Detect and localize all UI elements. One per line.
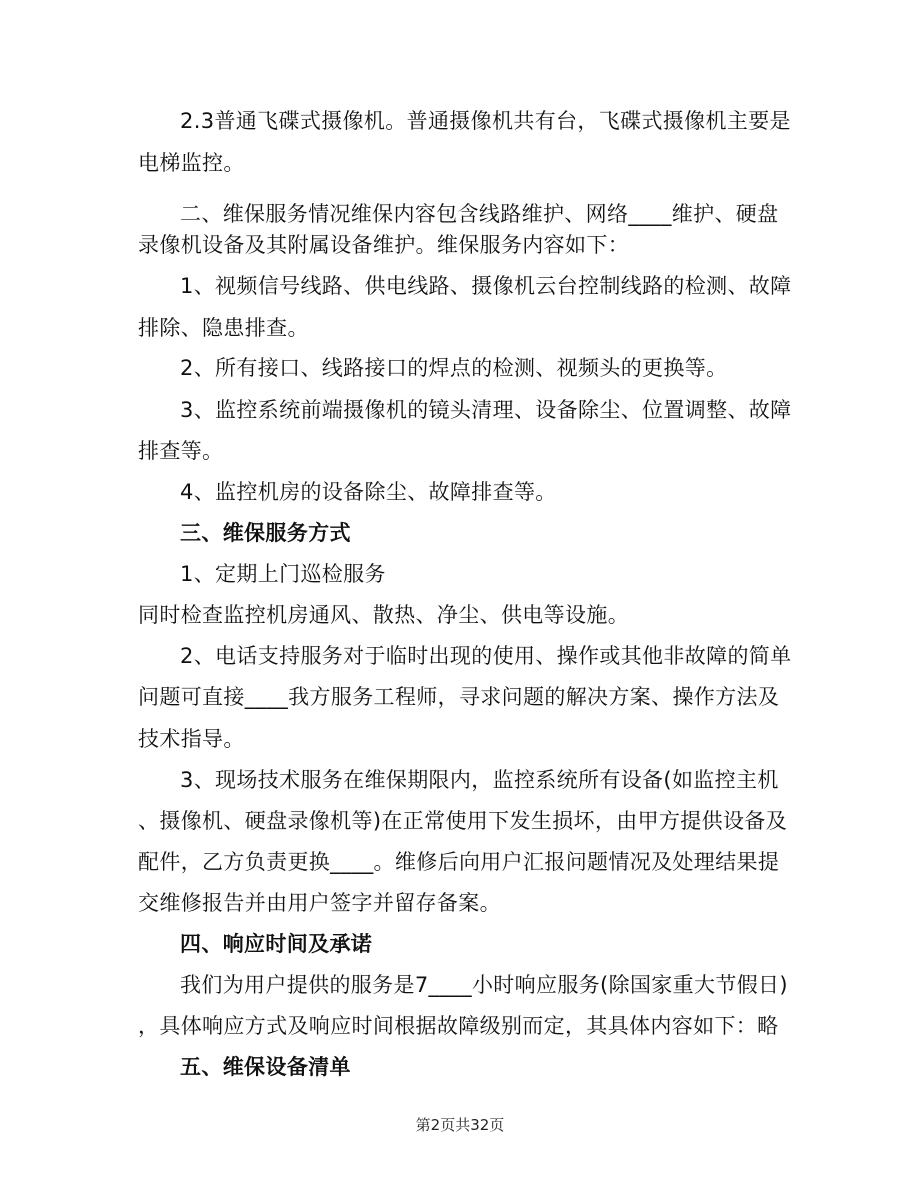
section-heading: 五、维保设备清单 [180, 1055, 351, 1079]
paragraph-line: 技术指导。 [138, 727, 245, 751]
paragraph-line: ，具体响应方式及响应时间根据故障级别而定，其具体内容如下：略 [138, 1014, 779, 1038]
paragraph-line: 录像机设备及其附属设备维护。维保服务内容如下： [138, 233, 630, 257]
paragraph-line: 、摄像机、硬盘录像机等)在正常使用下发生损坏，由甲方提供设备及 [138, 809, 788, 833]
paragraph-line: 我们为用户提供的服务是7____小时响应服务(除国家重大节假日) [180, 973, 788, 997]
paragraph-line: 同时检查监控机房通风、散热、净尘、供电等设施。 [138, 603, 630, 627]
paragraph-line: 问题可直接____我方服务工程师，寻求问题的解决方案、操作方法及 [138, 685, 780, 709]
paragraph-line: 2、所有接口、线路接口的焊点的检测、视频头的更换等。 [180, 356, 728, 380]
page-footer: 第2页共32页 [415, 1116, 505, 1134]
paragraph-line: 二、维保服务情况维保内容包含线路维护、网络____维护、硬盘 [180, 202, 779, 226]
section-heading: 四、响应时间及承诺 [180, 932, 373, 956]
paragraph-line: 3、监控系统前端摄像机的镜头清理、设备除尘、位置调整、故障 [180, 398, 792, 422]
paragraph-line: 配件，乙方负责更换____。维修后向用户汇报问题情况及处理结果提 [138, 850, 780, 874]
paragraph-line: 4、监控机房的设备除尘、故障排查等。 [180, 480, 557, 504]
paragraph-line: 2、电话支持服务对于临时出现的使用、操作或其他非故障的简单 [180, 644, 792, 668]
paragraph-line: 排除、隐患排查。 [138, 316, 309, 340]
paragraph-line: 3、现场技术服务在维保期限内，监控系统所有设备(如监控主机 [180, 768, 779, 792]
paragraph-line: 交维修报告并由用户签字并留存备案。 [138, 891, 501, 915]
paragraph-line: 2.3普通飞碟式摄像机。普通摄像机共有台，飞碟式摄像机主要是 [180, 109, 791, 133]
paragraph-line: 1、定期上门巡检服务 [180, 562, 386, 586]
paragraph-line: 1、视频信号线路、供电线路、摄像机云台控制线路的检测、故障 [180, 274, 792, 298]
paragraph-line: 排查等。 [138, 439, 224, 463]
paragraph-line: 电梯监控。 [138, 151, 245, 175]
section-heading: 三、维保服务方式 [180, 521, 351, 545]
